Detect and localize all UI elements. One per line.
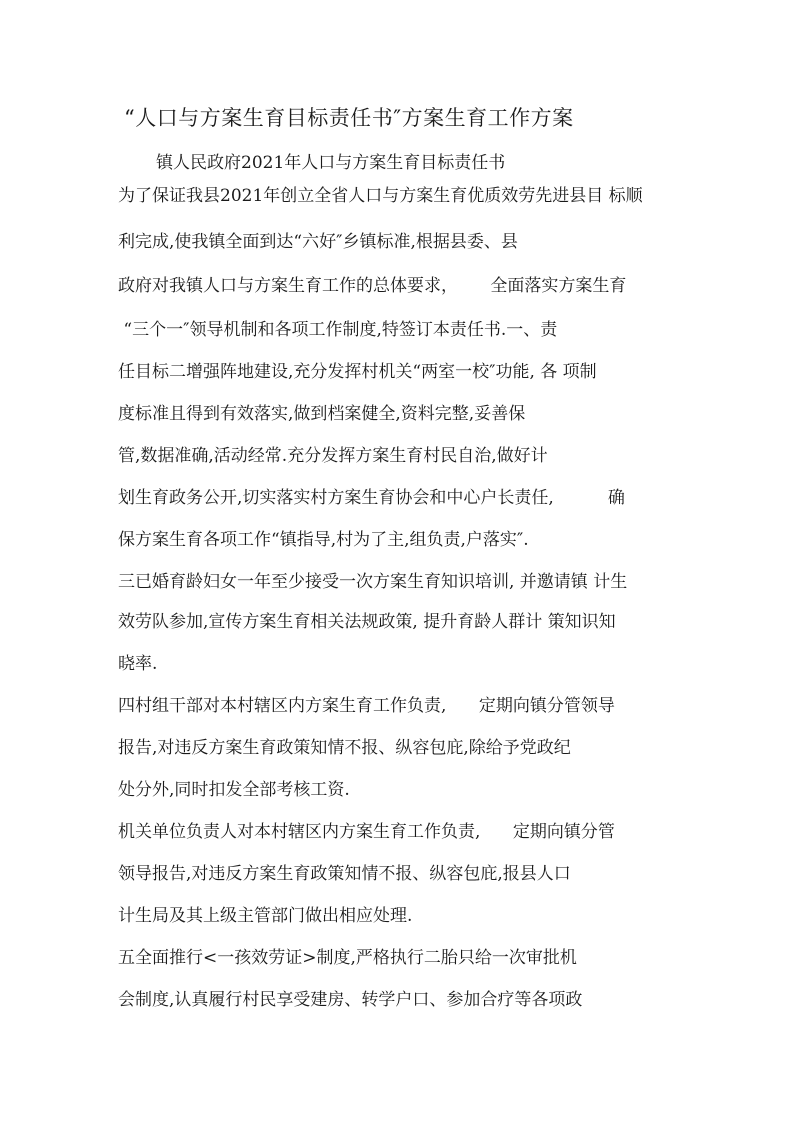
body-line: 划生育政务公开,切实落实村方案生育协会和中心户长责任, 确 <box>118 488 625 508</box>
body-line: 会制度,认真履行村民享受建房、转学户口、参加合疗等各项政 <box>118 990 583 1010</box>
body-line: 三已婚育龄妇女一年至少接受一次方案生育知识培训, 并邀请镇 计生 <box>118 572 628 592</box>
body-line: 领导报告,对违反方案生育政策知情不报、纵容包庇,报县人口 <box>118 864 571 884</box>
body-line: 任目标二增强阵地建设,充分发挥村机关“两室一校″功能, 各 项制 <box>118 362 597 382</box>
body-line: 度标准且得到有效落实,做到档案健全,资料完整,妥善保 <box>118 404 526 424</box>
body-line: 晓率. <box>118 654 158 674</box>
body-line: 机关单位负责人对本村辖区内方案生育工作负责, 定期向镇分管 <box>118 822 615 842</box>
body-line: 四村组干部对本村辖区内方案生育工作负责, 定期向镇分管领导 <box>118 696 615 716</box>
body-line: 处分外,同时扣发全部考核工资. <box>118 780 350 800</box>
body-line: 为了保证我县2021年创立全省人口与方案生育优质效劳先进县目 标顺 <box>118 186 643 206</box>
document-title: “人口与方案生育目标责任书″方案生育工作方案 <box>124 106 574 130</box>
body-line: 五全面推行<一孩效劳证>制度,严格执行二胎只给一次审批机 <box>118 948 577 968</box>
body-line: 管,数据准确,活动经常.充分发挥方案生育村民自治,做好计 <box>118 446 548 466</box>
document-subtitle: 镇人民政府2021年人口与方案生育目标责任书 <box>156 153 506 173</box>
body-line: 政府对我镇人口与方案生育工作的总体要求， 全面落实方案生育 <box>118 276 627 296</box>
body-line: 利完成,使我镇全面到达“六好″乡镇标准,根据县委、县 <box>118 232 518 252</box>
body-line: 报告,对违反方案生育政策知情不报、纵容包庇,除给予党政纪 <box>118 738 571 758</box>
body-line: “三个一″领导机制和各项工作制度,特签订本责任书.一、责 <box>118 320 558 340</box>
body-line: 保方案生育各项工作“镇指导,村为了主,组负责,户落实″. <box>118 530 529 550</box>
body-line: 计生局及其上级主管部门做出相应处理. <box>118 906 413 926</box>
body-line: 效劳队参加,宣传方案生育相关法规政策, 提升育龄人群计 策知识知 <box>118 612 616 632</box>
